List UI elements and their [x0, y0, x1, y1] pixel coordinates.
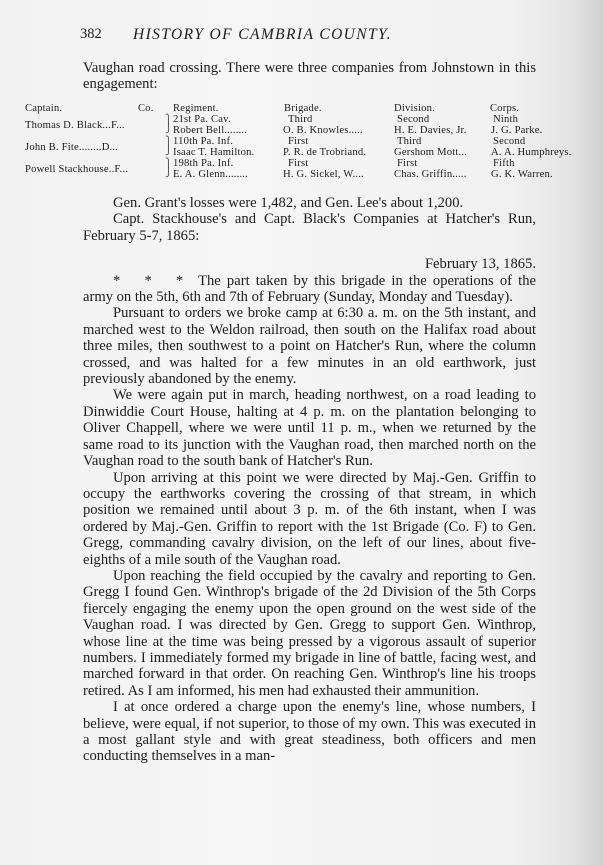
ellipsis-stars: * * *: [113, 272, 193, 289]
intro-text: Vaughan road crossing. There were three companies from Johnstown in this engagement:: [83, 60, 536, 93]
paragraph: Upon arriving at this point we were directed by Maj.-Gen. Griffin to occupy the earthworks covering the crossing of that stream, in which position we remained until about 3 p. m. of the 6th instant, when I was ordered by Maj.-Gen. Griffin to report with the 1st Brigade (Co. F) to Gen. Gregg, commanding cavalry division, on the left of our lines, about five-eighths of a mile south of the Vaughan road.: [83, 469, 536, 568]
division-commander: Chas. Griffin.....: [394, 169, 467, 180]
captain-name: Thomas D. Black...F...: [25, 120, 125, 131]
corps-number: Ninth: [493, 114, 519, 125]
regiment-commander: Robert Bell........: [173, 125, 248, 136]
division-number: Third: [397, 136, 422, 147]
corps-number: Fifth: [493, 158, 515, 169]
column-header-corps: Corps.: [490, 103, 520, 114]
running-title: HISTORY OF CAMBRIA COUNTY.: [133, 26, 392, 43]
regiment-name: 110th Pa. Inf.: [173, 136, 234, 147]
corps-number: Second: [493, 136, 526, 147]
companies-heading: Capt. Stackhouse's and Capt. Black's Companies at Hatcher's Run, February 5-7, 1865:: [83, 211, 536, 244]
division-number: First: [397, 158, 418, 169]
captain-name: Powell Stackhouse..F...: [25, 164, 129, 175]
brigade-commander: O. B. Knowles.....: [283, 125, 363, 136]
brace-icon: ⎫ ⎭: [165, 114, 172, 133]
losses-sentence: Gen. Grant's losses were 1,482, and Gen. Lee's about 1,200.: [113, 195, 464, 211]
dateline: February 13, 1865.: [424, 256, 536, 273]
brace-icon: ⎫ ⎭: [165, 158, 172, 177]
corps-commander: G. K. Warren.: [491, 169, 553, 180]
paragraph: We were again put in march, heading northwest, on a road leading to Dinwiddie Court House, halting at 4 p. m. on the plantation belonging to Oliver Chappell, where we were until 11 p. m., when we returned by the same road to its junction with the Vaughan road, then marched north on the Vaughan road to the south bank of Hatcher's Run.: [83, 387, 536, 470]
paragraph: Pursuant to orders we broke camp at 6:30 a. m. on the 5th instant, and marched west to the Weldon railroad, then south on the Halifax road about three miles, then southwest to a point on Hatcher's Run, where the column crossed, and was halted for a few minutes in an old earthwork, just previously abandoned by the enemy.: [83, 305, 536, 388]
regiment-name: 198th Pa. Inf.: [173, 158, 234, 169]
intro-paragraph: [83, 60, 536, 93]
brigade-commander: H. G. Sickel, W....: [283, 169, 364, 180]
paragraph-text: The part taken by this brigade in the operations of the army on the 5th, 6th and 7th of February (Sunday, Monday and Tuesday).: [83, 272, 536, 306]
column-header-brigade: Brigade.: [284, 103, 322, 114]
paragraph: [83, 273, 536, 306]
page-header: [80, 26, 540, 46]
column-header-regiment: Regiment.: [173, 103, 219, 114]
division-commander: H. E. Davies, Jr.: [394, 125, 467, 136]
brigade-commander: P. R. de Trobriand.: [283, 147, 367, 158]
corps-commander: J. G. Parke.: [491, 125, 543, 136]
brace-icon: ⎫ ⎭: [165, 136, 172, 155]
page-number: 382: [80, 26, 102, 42]
brigade-number: First: [288, 136, 309, 147]
division-number: Second: [397, 114, 430, 125]
corps-commander: A. A. Humphreys.: [491, 147, 572, 158]
brigade-number: First: [288, 158, 309, 169]
body-text: [83, 195, 536, 765]
captain-name: John B. Fite........D...: [25, 142, 119, 153]
column-header-division: Division.: [394, 103, 435, 114]
brigade-number: Third: [288, 114, 313, 125]
paragraph: I at once ordered a charge upon the enemy's line, whose numbers, I believe, were equal, if not superior, to those of my own. This was executed in a most gallant style and with great steadiness, both officers and men conducting themselves in a man-: [83, 699, 536, 765]
column-header-company: Co.: [138, 103, 154, 114]
regiment-commander: E. A. Glenn........: [173, 169, 249, 180]
column-header-captain: Captain.: [25, 103, 63, 114]
regiment-name: 21st Pa. Cav.: [173, 114, 231, 125]
paragraph: Upon reaching the field occupied by the cavalry and reporting to Gen. Gregg I found Gen. Winthrop's brigade of the 2d Division of the 5th Corps fiercely engaging the enemy upon the open ground on the west side of the Vaughan road. I was directed by Gen. Gregg to support Gen. Winthrop, whose line at the time was being pressed by a vigorous assault of superior numbers. I immediately formed my brigade in line of battle, facing west, and marched forward in that order. On reaching Gen. Winthrop's line his troops retired. As I am informed, his men had exhausted their ammunition.: [83, 567, 536, 699]
division-commander: Gershom Mott...: [394, 147, 468, 158]
regiment-commander: Isaac T. Hamilton.: [173, 147, 255, 158]
